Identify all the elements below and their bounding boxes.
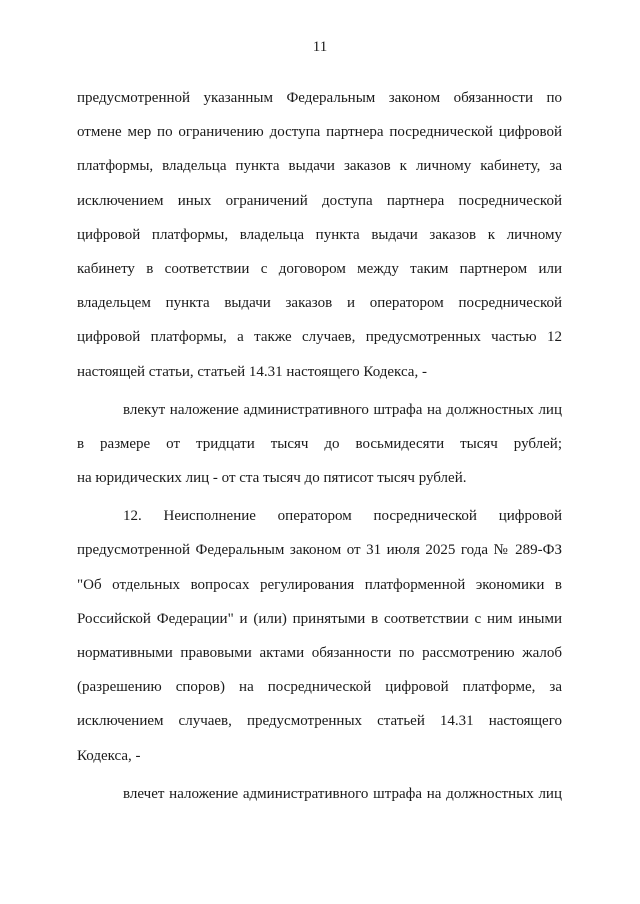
text-line: на юридических лиц - от ста тысяч до пятисот тысяч рублей. [77, 470, 467, 487]
text-line: 12. Неисполнение оператором посреднической цифровой [123, 508, 562, 525]
text-line: влекут наложение административного штрафа на должностных лиц [123, 401, 562, 418]
document-body [77, 81, 562, 811]
text-line: предусмотренной Федеральным законом от 31 июля 2025 года № 289-ФЗ [77, 542, 562, 559]
text-line: исключением случаев, предусмотренных статьей 14.31 настоящего [77, 713, 562, 730]
paragraph-continuation [77, 81, 562, 389]
paragraph-part-12 [77, 499, 562, 773]
text-line: (разрешению споров) на посреднической цифровой платформе, за [77, 679, 562, 696]
page-number: 11 [312, 39, 328, 55]
text-line: исключением иных ограничений доступа партнера посреднической [77, 192, 562, 209]
text-line: нормативными правовыми актами обязанности по рассмотрению жалоб [77, 645, 562, 661]
text-line: в размере от тридцати тысяч до восьмидесяти тысяч рублей; [77, 435, 562, 452]
text-line: Кодекса, - [77, 747, 141, 764]
text-line: цифровой платформы, владельца пункта выдачи заказов к личному [77, 226, 562, 243]
text-line: кабинету в соответствии с договором между таким партнером или [77, 260, 562, 277]
text-line: Российской Федерации" и (или) принятыми в соответствии с ним иными [77, 610, 562, 627]
text-line: отмене мер по ограничению доступа партнера посреднической цифровой [77, 124, 562, 141]
text-line: "Об отдельных вопросах регулирования платформенной экономики в [77, 576, 562, 593]
paragraph-penalty-1 [77, 393, 562, 496]
text-line: предусмотренной указанным Федеральным законом обязанности по [77, 90, 562, 106]
text-line: владельцем пункта выдачи заказов и оператором посреднической [77, 295, 562, 312]
text-line: влечет наложение административного штрафа на должностных лиц [123, 785, 562, 802]
paragraph-penalty-2 [77, 777, 562, 811]
text-line: цифровой платформы, а также случаев, предусмотренных частью 12 [77, 329, 562, 346]
text-line: платформы, владельца пункта выдачи заказов к личному кабинету, за [77, 158, 562, 175]
text-line: настоящей статьи, статьей 14.31 настоящего Кодекса, - [77, 363, 427, 380]
